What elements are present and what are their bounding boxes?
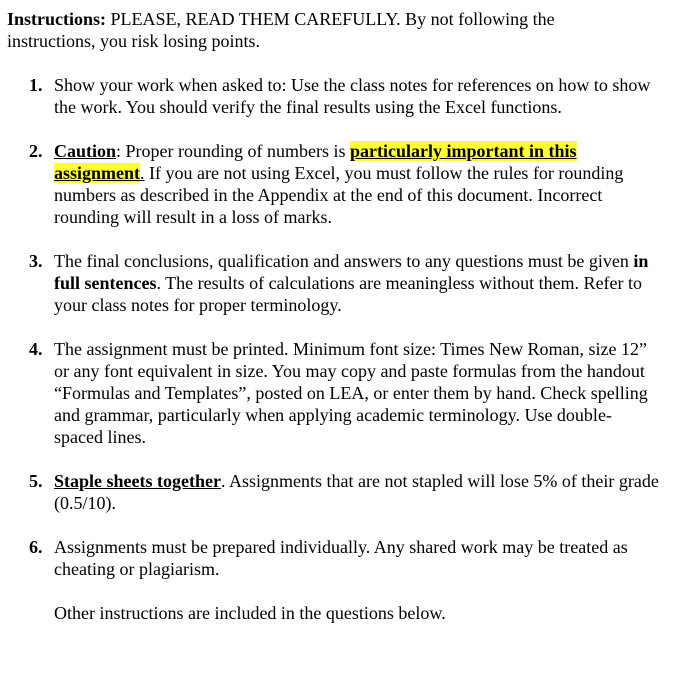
instructions-intro bbox=[7, 8, 647, 52]
staple-label: Staple sheets together bbox=[54, 471, 221, 491]
item-text: Assignments must be prepared individually. Any shared work may be treated as cheating or plagiarism. bbox=[54, 537, 628, 579]
instructions-intro-text: PLEASE, READ THEM CAREFULLY. By not following the instructions, you risk losing points. bbox=[7, 9, 555, 51]
item-number: 4. bbox=[29, 339, 43, 359]
item-text: The final conclusions, qualification and answers to any questions must be given bbox=[54, 251, 634, 271]
instructions-list bbox=[7, 74, 698, 580]
instruction-item-6 bbox=[7, 536, 659, 580]
item-text-continued: . The results of calculations are meaningless without them. Refer to your class notes for proper terminology. bbox=[54, 273, 643, 315]
item-text: The assignment must be printed. Minimum font size: Times New Roman, size 12” or any font equivalent in size. You may copy and paste formulas from the handout “Formulas and Templates”, posted on LEA, or enter them by hand. Check spelling and grammar, particularly when applying academic terminology. Use double-spaced lines. bbox=[54, 339, 648, 447]
closing-note: Other instructions are included in the questions below. bbox=[54, 603, 446, 623]
item-number: 2. bbox=[29, 141, 43, 161]
item-number: 5. bbox=[29, 471, 43, 491]
highlight-punctuation: . bbox=[140, 163, 145, 183]
bold-text: in full sentences bbox=[54, 251, 649, 293]
item-text: Show your work when asked to: Use the class notes for references on how to show the work. You should verify the final results using the Excel functions. bbox=[54, 75, 651, 117]
instruction-item-3 bbox=[7, 250, 659, 316]
item-text-continued: If you are not using Excel, you must follow the rules for rounding numbers as described in the Appendix at the end of this document. Incorrect rounding will result in a loss of marks. bbox=[54, 163, 624, 227]
item-text: . Assignments that are not stapled will lose 5% of their grade (0.5/10). bbox=[54, 471, 659, 513]
item-text: : Proper rounding of numbers is bbox=[116, 141, 350, 161]
instruction-item-1 bbox=[7, 74, 659, 118]
highlighted-text: particularly important in this assignment bbox=[54, 141, 577, 183]
instruction-item-4 bbox=[7, 338, 659, 448]
item-number: 6. bbox=[29, 537, 43, 557]
instruction-item-5 bbox=[7, 470, 659, 514]
instruction-item-2 bbox=[7, 140, 659, 228]
caution-label: Caution bbox=[54, 141, 117, 161]
instructions-label: Instructions: bbox=[7, 9, 107, 29]
item-number: 1. bbox=[29, 75, 43, 95]
item-number: 3. bbox=[29, 251, 43, 271]
